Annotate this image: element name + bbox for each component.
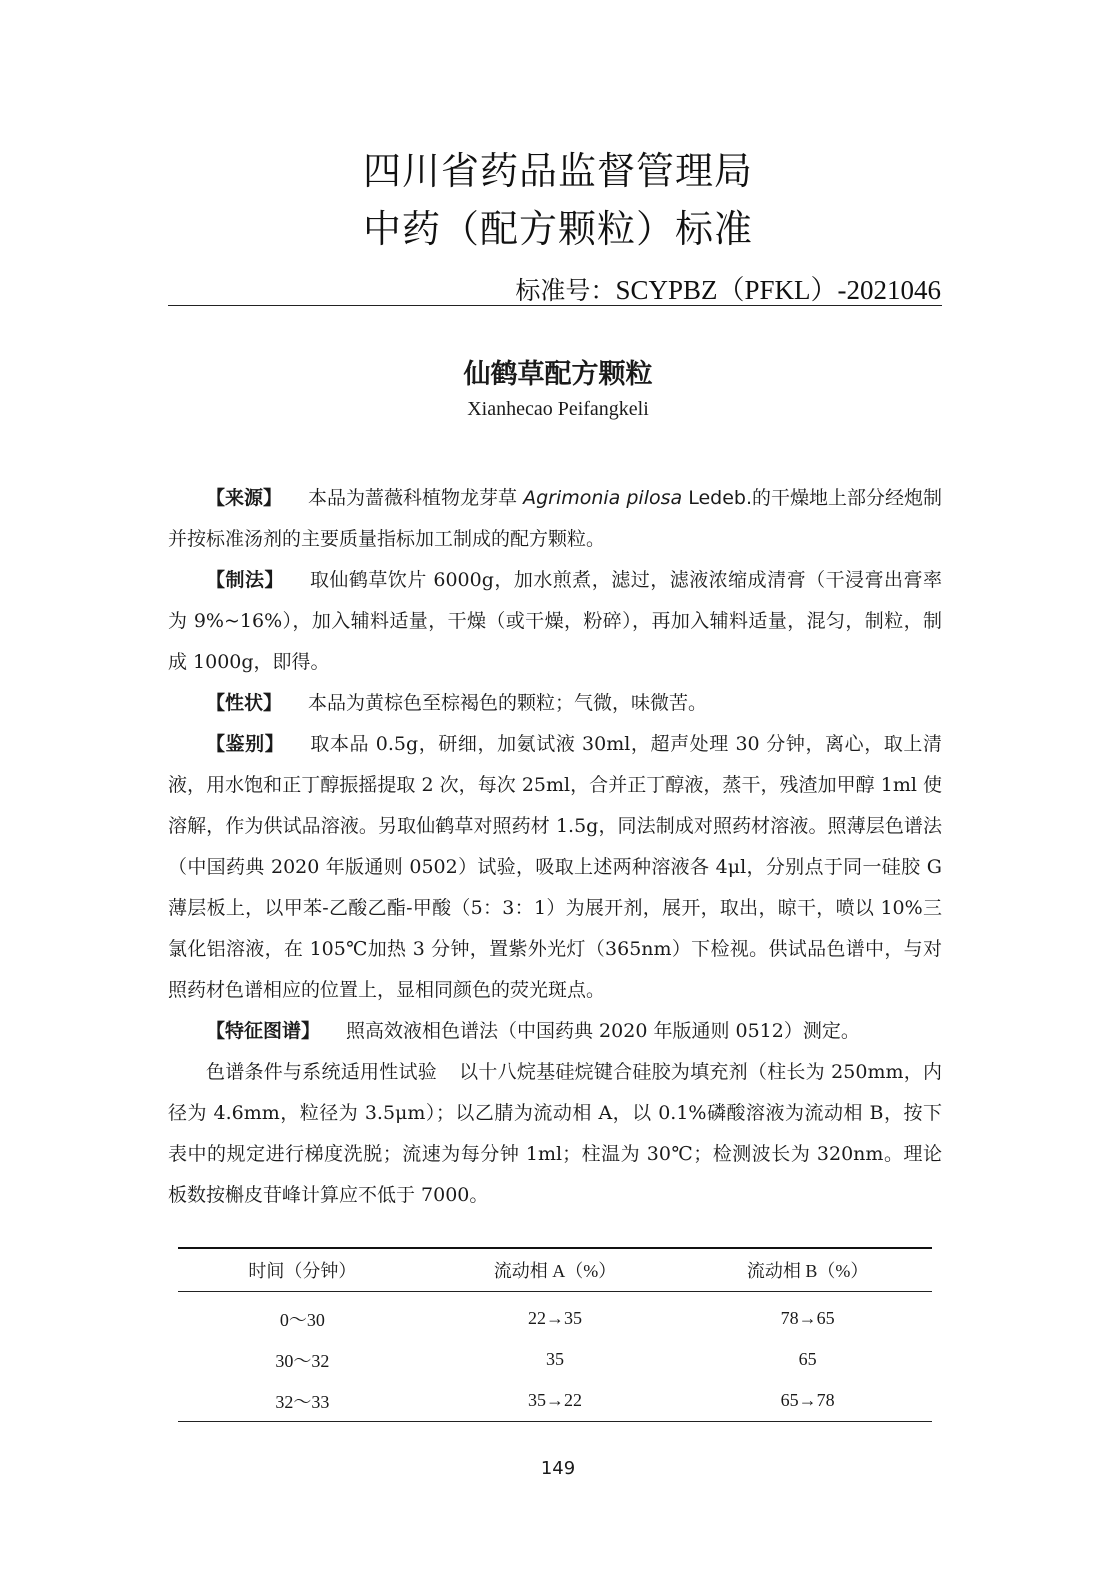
document-title: 仙鹤草配方颗粒 — [463, 359, 653, 390]
table-cell-time: 30～32 — [275, 1350, 330, 1371]
gradient-elution-table — [178, 1247, 932, 1422]
table-row — [178, 1380, 932, 1422]
standard-number-label: 标准号： — [515, 276, 616, 305]
section-identification — [168, 724, 942, 1011]
table-cell-phase-a: 35 — [545, 1349, 564, 1369]
table-header-time: 时间（分钟） — [178, 1248, 427, 1292]
table-cell-time: 0～30 — [279, 1309, 325, 1330]
standard-type-title: 中药（配方颗粒）标准 — [362, 207, 753, 251]
standard-number-value: SCYPBZ（PFKL）-2021046 — [615, 275, 941, 305]
section-label-chromatographic-conditions: 色谱条件与系统适用性试验 — [206, 1061, 438, 1083]
section-fingerprint — [168, 1011, 942, 1052]
page-number: 149 — [540, 1458, 576, 1479]
section-chromatographic-conditions — [168, 1052, 942, 1216]
table-cell-phase-b: 65 — [798, 1349, 817, 1369]
section-source — [168, 478, 942, 560]
section-description — [168, 683, 942, 724]
table-header-row — [178, 1248, 932, 1292]
preparation-text: 取仙鹤草饮片 6000g，加水煎煮，滤过，滤液浓缩成清膏（干浸膏出膏率为 9%~16%），加入辅料适量，干燥（或干燥，粉碎），再加入辅料适量，混匀，制粒，制成 1000g，即得。 — [168, 569, 942, 673]
chromatographic-conditions-text: 以十八烷基硅烷键合硅胶为填充剂（柱长为 250mm，内径为 4.6mm，粒径为 3.5μm）；以乙腈为流动相 A，以 0.1%磷酸溶液为流动相 B，按下表中的规定进行梯度洗脱；流速为每分钟 1ml；柱温为 30℃；检测波长为 320nm。理论板数按槲皮苷峰计算应不低于 7000。 — [168, 1061, 942, 1206]
fingerprint-text: 照高效液相色谱法（中国药典 2020 年版通则 0512）测定。 — [346, 1020, 860, 1042]
identification-text: 取本品 0.5g，研细，加氨试液 30ml，超声处理 30 分钟，离心，取上清液，用水饱和正丁醇振摇提取 2 次，每次 25ml，合并正丁醇液，蒸干，残渣加甲醇 1ml 使溶解，作为供试品溶液。另取仙鹤草对照药材 1.5g，同法制成对照药材溶液。照薄层色谱法（中国药典 2020 年版通则 0502）试验，吸取上述两种溶液各 4μl，分别点于同一硅胶 G 薄层板上，以甲苯-乙酸乙酯-甲酸（5：3：1）为展开剂，展开，取出，晾干，喷以 10%三氯化铝溶液，在 105℃加热 3 分钟，置紫外光灯（365nm）下检视。供试品色谱中，与对照药材色谱相应的位置上，显相同颜色的荧光斑点。 — [168, 733, 942, 1001]
table-cell-phase-a: 22→35 — [527, 1308, 582, 1328]
section-label-description: 【性状】 — [206, 692, 283, 714]
table-header-phase-a: 流动相 A（%） — [427, 1248, 683, 1292]
table-cell-phase-b: 65→78 — [683, 1380, 932, 1422]
table-row — [178, 1339, 932, 1380]
table-cell-phase-b: 78→65 — [780, 1308, 835, 1328]
section-label-identification: 【鉴别】 — [206, 733, 285, 755]
table-cell-phase-a: 35→22 — [427, 1380, 683, 1422]
table-row — [178, 1292, 932, 1340]
section-label-preparation: 【制法】 — [206, 569, 284, 591]
document-body — [168, 478, 942, 1216]
standard-number-line — [515, 268, 941, 307]
issuer-title: 四川省药品监督管理局 — [362, 149, 753, 193]
section-label-source: 【来源】 — [206, 487, 283, 509]
source-author: Ledeb. — [688, 487, 752, 509]
table-header-phase-b: 流动相 B（%） — [683, 1248, 932, 1292]
table-cell-time: 32～33 — [178, 1380, 427, 1422]
source-latin-name: Agrimonia pilosa — [523, 487, 683, 509]
section-preparation — [168, 560, 942, 683]
document-subtitle: Xianhecao Peifangkeli — [467, 398, 649, 420]
description-text: 本品为黄棕色至棕褐色的颗粒；气微，味微苦。 — [308, 692, 708, 714]
source-text-before: 本品为蔷薇科植物龙芽草 — [308, 487, 518, 509]
source-text-after: 的干燥地上部分经炮制并按标准汤剂的主要质量指标加工制成的配方颗粒。 — [168, 487, 943, 550]
header-divider — [168, 305, 942, 306]
section-label-fingerprint: 【特征图谱】 — [206, 1020, 321, 1042]
